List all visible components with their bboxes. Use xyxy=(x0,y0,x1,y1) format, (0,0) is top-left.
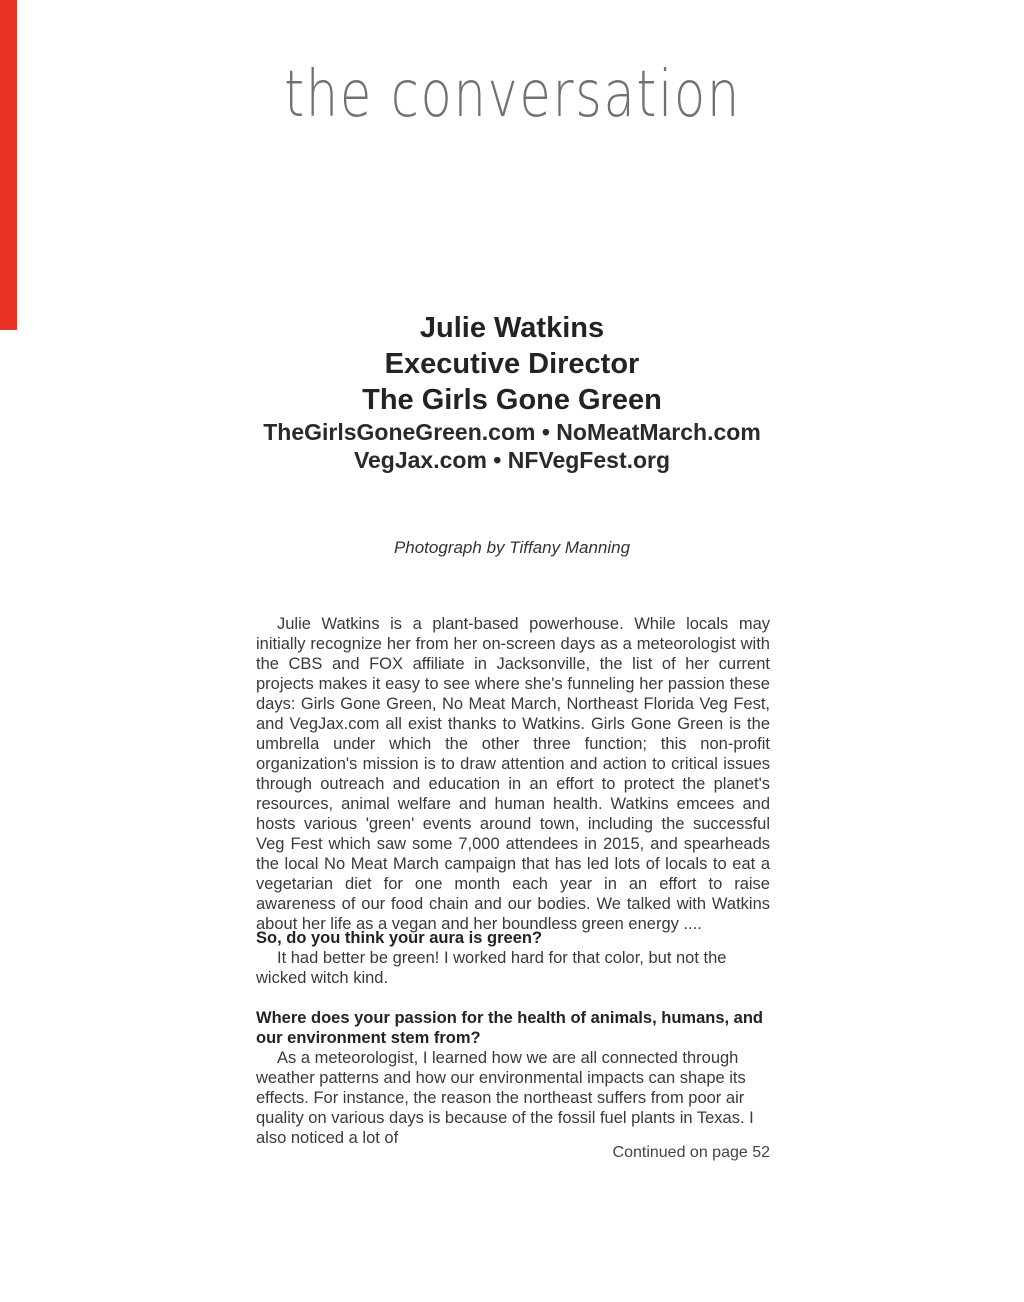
red-accent-bar xyxy=(0,0,17,330)
intro-paragraph: Julie Watkins is a plant-based powerhouse. While locals may initially recognize her from her on-screen days as a meteorologist with the CBS and FOX affiliate in Jacksonville, the list of her current projects makes it easy to see where she's funneling her passion these days: Girls Gone Green, No Meat March, Northeast Florida Veg Fest, and VegJax.com all exist thanks to Watkins. Girls Gone Green is the umbrella under which the other three function; this non-profit organization's mission is to draw attention and action to critical issues through outreach and education in an effort to protect the planet's resources, animal welfare and human health. Watkins emcees and hosts various 'green' events around town, including the successful Veg Fest which saw some 7,000 attendees in 2015, and spearheads the local No Meat March campaign that has led lots of locals to eat a vegetarian diet for one month each year in an effort to raise awareness of our food chain and our bodies. We talked with Watkins about her life as a vegan and her boundless green energy .... xyxy=(256,614,770,933)
continued-note: Continued on page 52 xyxy=(612,1144,770,1161)
photo-credit: Photograph by Tiffany Manning xyxy=(393,538,631,557)
websites-line-1: TheGirlsGoneGreen.com • NoMeatMarch.com xyxy=(263,419,761,445)
interviewee-block xyxy=(0,310,1024,474)
interviewee-name: Julie Watkins xyxy=(419,312,605,344)
section-title xyxy=(0,58,1024,132)
interviewee-role: Executive Director xyxy=(384,348,640,380)
question-1: So, do you think your aura is green? xyxy=(256,929,543,947)
section-title-text: the conversation xyxy=(283,58,741,132)
answer-2: As a meteorologist, I learned how we are all connected through weather patterns and how our environmental impacts can shape its effects. For instance, the reason the northeast suffers from poor air quality on various days is because of the fossil fuel plants in Texas. I also noticed a lot of xyxy=(256,1049,754,1147)
answer-1: It had better be green! I worked hard for that color, but not the wicked witch kind. xyxy=(256,949,727,987)
interviewee-organization: The Girls Gone Green xyxy=(362,384,662,416)
websites-line-2: VegJax.com • NFVegFest.org xyxy=(353,447,671,473)
question-2: Where does your passion for the health of animals, humans, and our environment stem from? xyxy=(256,1009,764,1047)
